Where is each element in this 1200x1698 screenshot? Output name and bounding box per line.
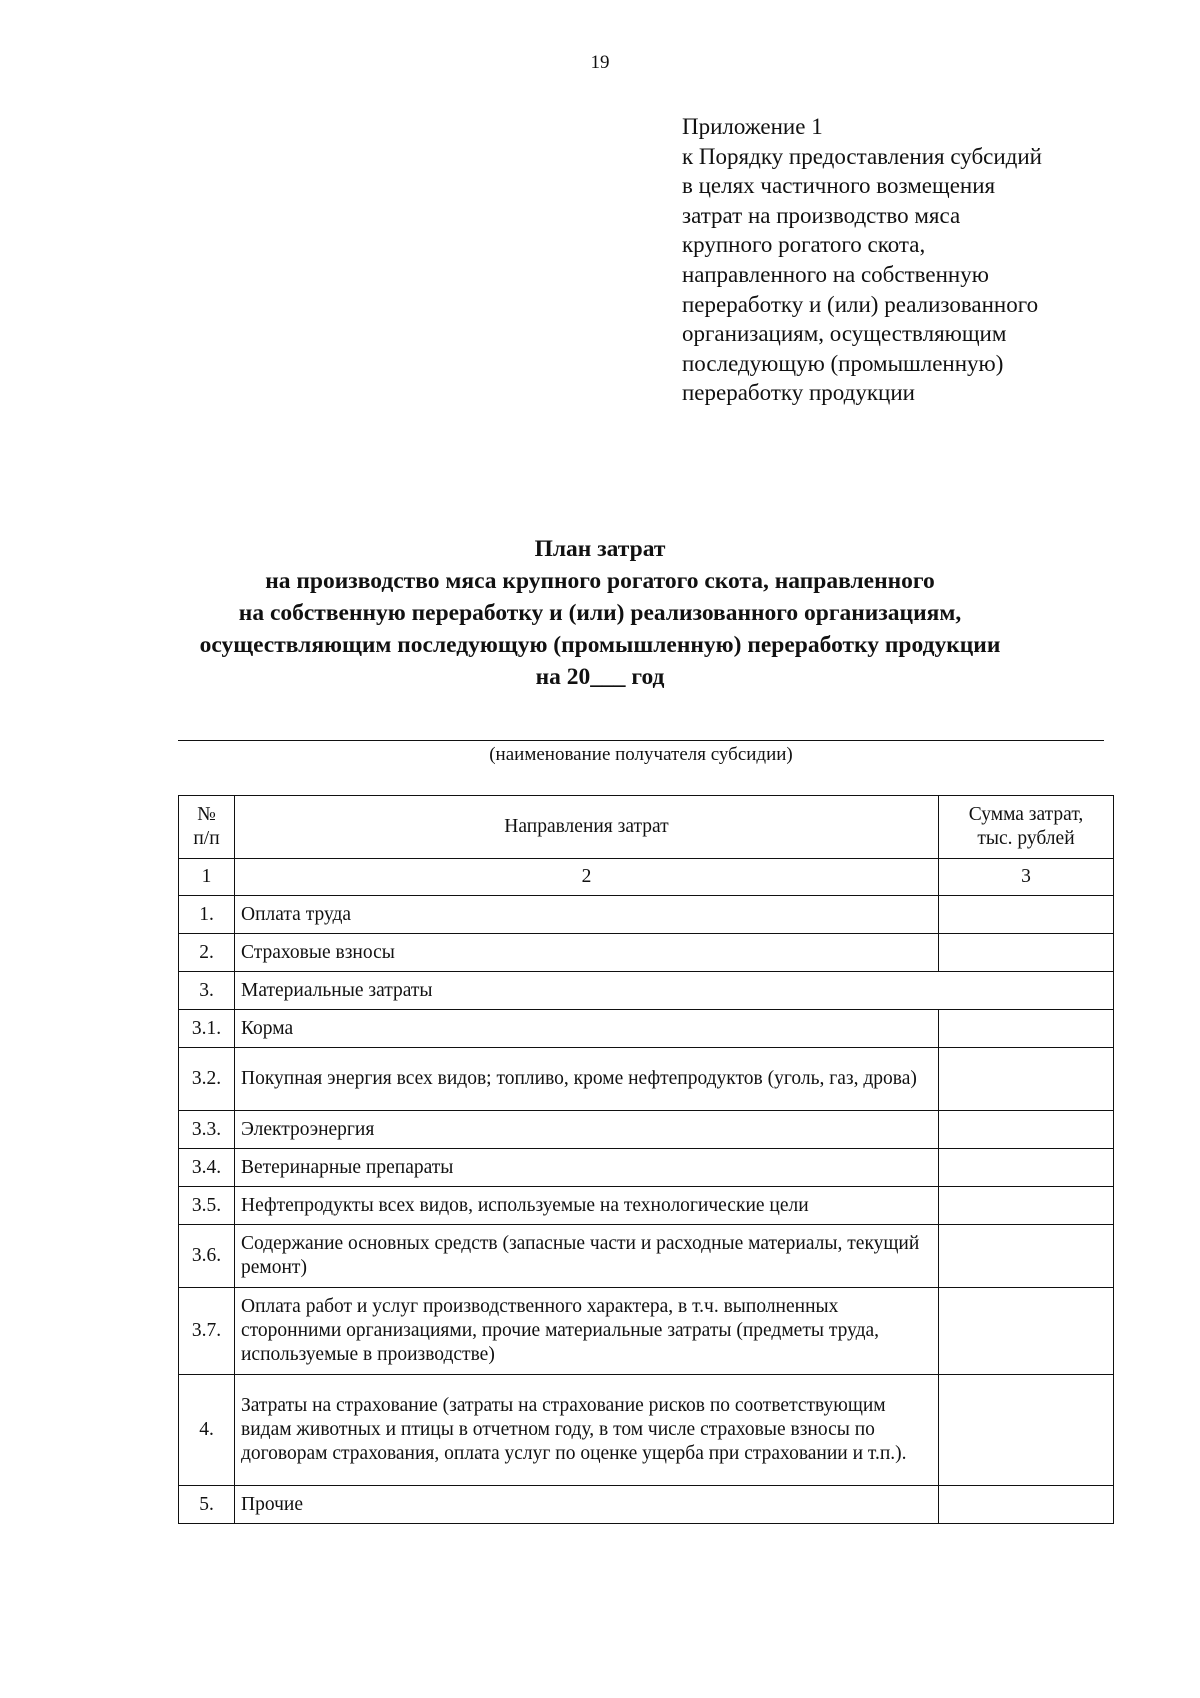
row-description: Корма (235, 1010, 939, 1048)
table-row (179, 1187, 1114, 1225)
table-row (179, 1111, 1114, 1149)
header-number-line: № (197, 804, 216, 825)
row-number: 3.2. (179, 1048, 235, 1111)
appendix-line: затрат на производство мяса (682, 202, 961, 228)
column-number-row (179, 859, 1114, 896)
row-number: 1. (179, 896, 235, 934)
recipient-name-line (178, 740, 1104, 741)
row-description: Прочие (235, 1486, 939, 1524)
recipient-caption: (наименование получателя субсидии) (489, 744, 793, 765)
column-number: 2 (235, 859, 939, 896)
row-number: 3.6. (179, 1225, 235, 1288)
header-direction: Направления затрат (235, 796, 939, 859)
row-number: 2. (179, 934, 235, 972)
row-sum-cell[interactable] (939, 1225, 1114, 1288)
title-line: на производство мяса крупного рогатого скота, направленного (265, 568, 935, 594)
table-header-row (179, 796, 1114, 859)
appendix-line: переработку продукции (682, 380, 915, 406)
row-description: Страховые взносы (235, 934, 939, 972)
table-row (179, 1010, 1114, 1048)
column-number: 1 (179, 859, 235, 896)
table-row (179, 1288, 1114, 1375)
table-row (179, 896, 1114, 934)
table-row (179, 1225, 1114, 1288)
appendix-line: к Порядку предоставления субсидий (682, 143, 1042, 169)
appendix-block (682, 112, 1122, 408)
appendix-line: направленного на собственную (682, 261, 989, 287)
row-sum-cell[interactable] (939, 1486, 1114, 1524)
row-description: Нефтепродукты всех видов, используемые на технологические цели (235, 1187, 939, 1225)
row-sum-cell[interactable] (939, 934, 1114, 972)
row-number: 3.1. (179, 1010, 235, 1048)
row-description: Ветеринарные препараты (235, 1149, 939, 1187)
appendix-line: организациям, осуществляющим (682, 321, 1007, 347)
title-line: осуществляющим последующую (промышленную) переработку продукции (199, 632, 1001, 658)
table-row (179, 934, 1114, 972)
header-number (179, 796, 235, 859)
row-number: 3.7. (179, 1288, 235, 1375)
appendix-line: последующую (промышленную) (682, 350, 1004, 376)
row-description: Затраты на страхование (затраты на страхование рисков по соответствующим видам животных и птицы в отчетном году, в том числе страховые взносы по договорам страхования, оплата услуг по оценке ущерба при страховании и т.п.). (235, 1375, 939, 1486)
row-sum-cell[interactable] (939, 1149, 1114, 1187)
row-sum-cell[interactable] (939, 896, 1114, 934)
row-number: 3.3. (179, 1111, 235, 1149)
row-description: Электроэнергия (235, 1111, 939, 1149)
title-line: на собственную переработку и (или) реализованного организациям, (238, 600, 962, 626)
row-description: Оплата труда (235, 896, 939, 934)
row-sum-cell[interactable] (939, 1187, 1114, 1225)
table-row (179, 972, 1114, 1010)
row-number: 3.5. (179, 1187, 235, 1225)
header-sum-line: Сумма затрат, (968, 804, 1084, 825)
appendix-line: в целях частичного возмещения (682, 173, 996, 199)
plan-title (0, 533, 1200, 693)
row-number: 5. (179, 1486, 235, 1524)
row-description: Содержание основных средств (запасные части и расходные материалы, текущий ремонт) (235, 1225, 939, 1288)
row-description: Покупная энергия всех видов; топливо, кроме нефтепродуктов (уголь, газ, дрова) (235, 1048, 939, 1111)
row-description: Оплата работ и услуг производственного характера, в т.ч. выполненных сторонними организациями, прочие материальные затраты (предметы труда, используемые в производстве) (235, 1288, 939, 1375)
appendix-line: переработку и (или) реализованного (682, 291, 1039, 317)
header-sum (939, 796, 1114, 859)
table-row (179, 1048, 1114, 1111)
table-row (179, 1486, 1114, 1524)
appendix-line: Приложение 1 (682, 114, 823, 139)
table-row (179, 1375, 1114, 1486)
row-description: Материальные затраты (235, 972, 1114, 1010)
row-number: 3. (179, 972, 235, 1010)
column-number: 3 (939, 859, 1114, 896)
page-number: 19 (590, 52, 610, 73)
cost-plan-table (178, 795, 1114, 1524)
row-sum-cell[interactable] (939, 1288, 1114, 1375)
title-line: План затрат (534, 536, 666, 562)
row-sum-cell[interactable] (939, 1010, 1114, 1048)
appendix-line: крупного рогатого скота, (682, 232, 926, 258)
header-sum-line: тыс. рублей (977, 828, 1075, 849)
header-number-line: п/п (193, 828, 220, 849)
row-sum-cell[interactable] (939, 1375, 1114, 1486)
row-sum-cell[interactable] (939, 1048, 1114, 1111)
row-sum-cell[interactable] (939, 1111, 1114, 1149)
table-row (179, 1149, 1114, 1187)
row-number: 4. (179, 1375, 235, 1486)
row-number: 3.4. (179, 1149, 235, 1187)
title-line: на 20___ год (535, 664, 665, 690)
